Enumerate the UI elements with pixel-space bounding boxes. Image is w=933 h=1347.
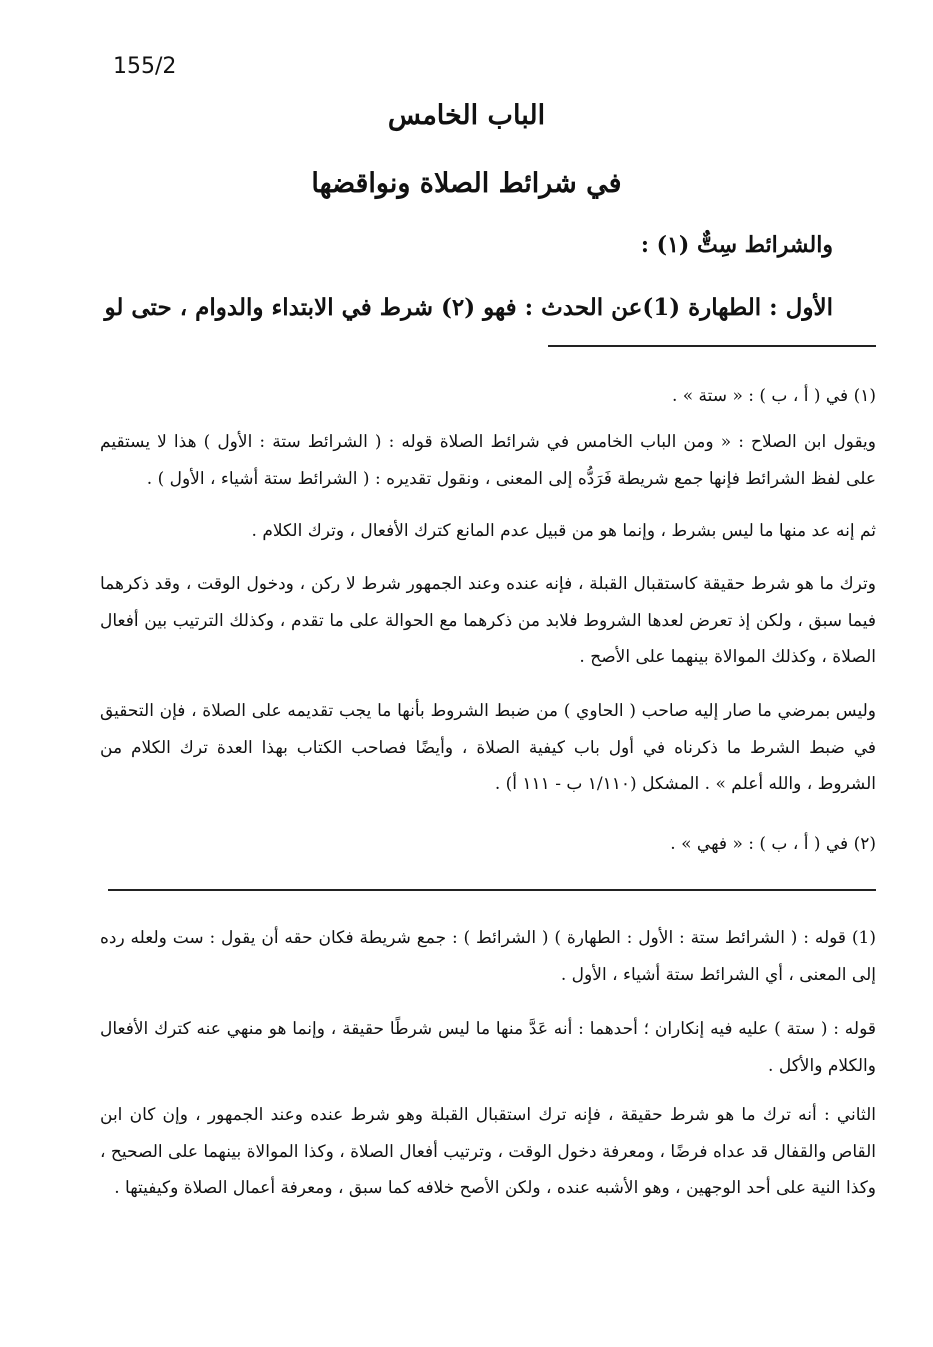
footnote-1-paragraph (100, 513, 876, 550)
footnote-2-variant: (٢) في ( أ ، ب ) : « فهي » . (670, 834, 876, 854)
commentary-divider (108, 889, 876, 891)
commentary-paragraph (100, 1097, 876, 1207)
footnote-1-conclusion: وليس بمرضي ما صار إليه صاحب ( الحاوي ) من ضبط الشروط بأنها ما يجب تقديمه على الصلاة ، فإن التحقيق في ضبط الشرط ما ذكرناه في أول باب كيفية الصلاة ، وأيضًا فصاحب الكتاب بهذا العدة ترك الكلام من الشروط ، والله أعلم » . المشكل (١/١١٠ ب - ١١١ أ) . (100, 701, 876, 794)
commentary-paragraph (100, 920, 876, 993)
footnote-1-paragraph (100, 566, 876, 676)
footnote-1-variant: (١) في ( أ ، ب ) : « ستة » . (671, 386, 876, 406)
commentary-1: (1) قوله : ( الشرائط ستة : الأول : الطهارة ) ( الشرائط ) : جمع شريطة فكان حقه أن يقول : ست ولعله رده إلى المعنى ، أي الشرائط ستة أشياء ، الأول . (100, 928, 876, 985)
commentary-paragraph (100, 1011, 876, 1084)
commentary-3: الثاني : أنه ترك ما هو شرط حقيقة ، فإنه ترك استقبال القبلة وهو شرط عنده وعند الجمهور ، وإن كان ابن القاص والقفال قد عداه فرضًا ، ومعرفة دخول الوقت ، وترتيب أفعال الصلاة ، وكذا الموالاة بينهما على الصحيح ، وكذا النية على أحد الوجهين ، وهو الأشبه عنده ، ولكن الأصح خلافه كما سبق ، ومعرفة أعمال الصلاة وكيفيتها . (100, 1105, 876, 1198)
footnote-divider (548, 345, 876, 347)
footnote-1-paragraph (100, 693, 876, 803)
footnote-2 (100, 826, 876, 863)
page-number: 155/2 (113, 54, 177, 79)
footnote-1 (100, 378, 876, 415)
chapter-subtitle: في شرائط الصلاة ونواقضها (311, 168, 622, 199)
footnote-1-paragraph (100, 424, 876, 497)
chapter-title: الباب الخامس (387, 100, 546, 131)
conditions-intro: والشرائط سِتٌّ (١) : (640, 232, 833, 258)
first-condition: الأول : الطهارة (1)عن الحدث : فهو (٢) شرط في الابتداء والدوام ، حتى لو (104, 294, 833, 321)
commentary-2: قوله : ( ستة ) عليه فيه إنكاران ؛ أحدهما : أنه عَدَّ منها ما ليس شرطًا حقيقة ، وإنما هو منهي عنه كترك الأفعال والكلام والأكل . (100, 1019, 876, 1076)
footnote-1-omission: وترك ما هو شرط حقيقة كاستقبال القبلة ، فإنه عنده وعند الجمهور شرط لا ركن ، ودخول الوقت ، وقد ذكرهما فيما سبق ، ولكن إذ تعرض لعدها الشروط فلابد من ذكرهما مع الحوالة على ما تقدم ، وكذلك الترتيب بين أفعال الصلاة ، وكذلك الموالاة بينهما على الأصح . (100, 574, 876, 667)
footnote-1-objection: ثم إنه عد منها ما ليس بشرط ، وإنما هو من قبيل عدم المانع كترك الأفعال ، وترك الكلام . (251, 521, 876, 541)
footnote-1-quote: ويقول ابن الصلاح : « ومن الباب الخامس في شرائط الصلاة قوله : ( الشرائط ستة : الأول ) هذا لا يستقيم على لفظ الشرائط فإنها جمع شريطة فَرَدُّه إلى المعنى ، ونقول تقديره : ( الشرائط ستة أشياء ، الأول ) . (100, 432, 876, 489)
